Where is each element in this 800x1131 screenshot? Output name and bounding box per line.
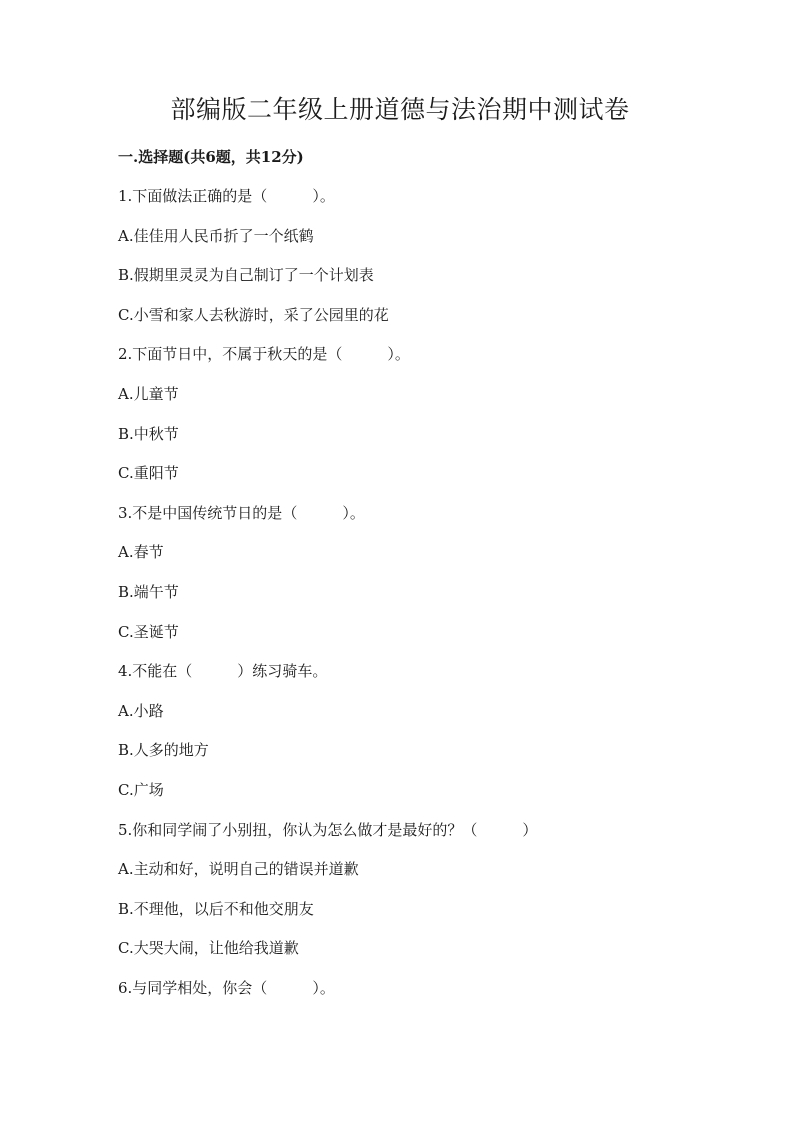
- question-3-option-b: B.端午节: [118, 582, 179, 601]
- question-1-option-a: A.佳佳用人民币折了一个纸鹤: [118, 226, 314, 245]
- question-1-stem: 1.下面做法正确的是（ ）。: [118, 187, 335, 205]
- question-2-option-a: A.儿童节: [118, 384, 179, 403]
- question-4-option-c: C.广场: [118, 780, 164, 799]
- section-header: 一.选择题(共6题，共12分): [118, 148, 304, 166]
- question-4-option-a: A.小路: [118, 701, 164, 720]
- question-5-stem: 5.你和同学闹了小别扭，你认为怎么做才是最好的？（ ）: [118, 820, 538, 839]
- question-5-option-b: B.不理他，以后不和他交朋友: [118, 899, 314, 918]
- question-3-option-a: A.春节: [118, 543, 164, 562]
- question-2-option-c: C.重阳节: [118, 464, 179, 483]
- question-3-option-c: C.圣诞节: [118, 622, 179, 641]
- question-4-stem: 4.不能在（ ）练习骑车。: [118, 662, 328, 681]
- question-4-option-b: B.人多的地方: [118, 741, 209, 760]
- question-1-option-c: C.小雪和家人去秋游时，采了公园里的花: [118, 305, 389, 324]
- page-title: 部编版二年级上册道德与法治期中测试卷: [170, 95, 630, 124]
- question-list: [118, 185, 758, 1016]
- question-2-option-b: B.中秋节: [118, 424, 179, 443]
- question-3-stem: 3.不是中国传统节日的是（ ）。: [118, 503, 365, 522]
- question-2-stem: 2.下面节日中，不属于秋天的是（ ）。: [118, 345, 410, 364]
- question-6-stem: 6.与同学相处，你会（ ）。: [118, 978, 335, 997]
- question-5-option-c: C.大哭大闹，让他给我道歉: [118, 939, 299, 958]
- question-1-option-b: B.假期里灵灵为自己制订了一个计划表: [118, 266, 374, 285]
- question-5-option-a: A.主动和好，说明自己的错误并道歉: [118, 860, 359, 879]
